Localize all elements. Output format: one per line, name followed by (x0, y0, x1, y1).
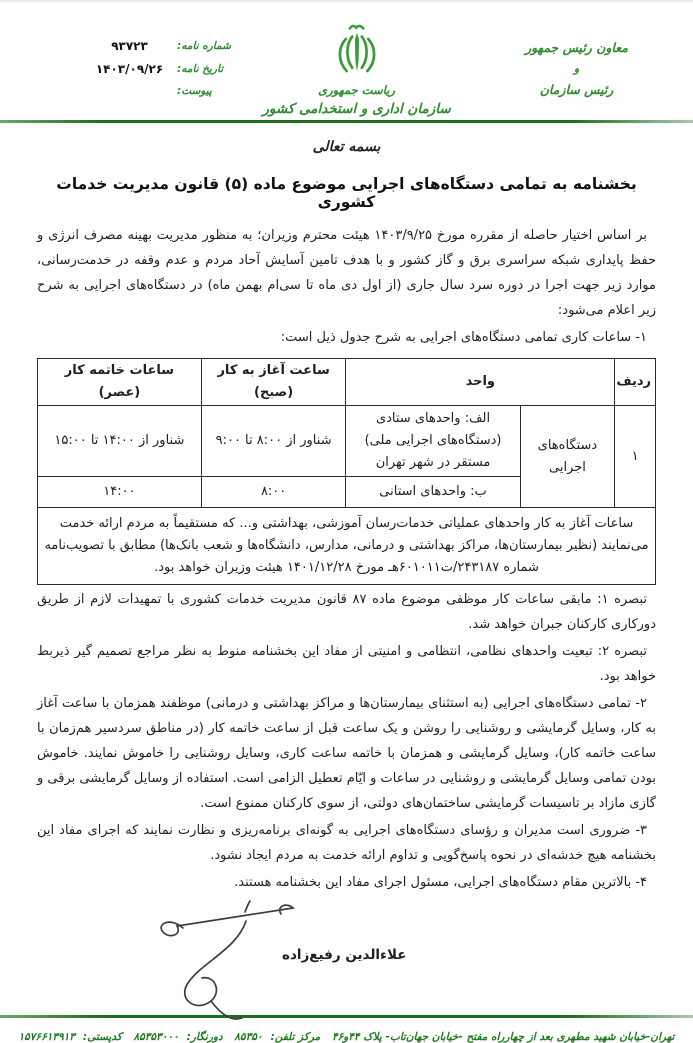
iran-emblem-icon (333, 22, 381, 80)
note-1: تبصره ۱: مابقی ساعات کار موظفی موضوع ماده ۸۷ قانون مدیریت خدمات کشوری با تمهیدات لازم از طریق دورکاری کارکنان جبران خواهد شد. (37, 592, 656, 632)
letterhead-center (239, 22, 474, 117)
letter-number-value: ۹۳۷۲۳ (111, 39, 148, 53)
page-footer (0, 1031, 693, 1043)
item-4: ۴- بالاترین مقام دستگاه‌های اجرایی، مسئول اجرای مفاد این بخشنامه هستند. (234, 875, 647, 890)
table-row (38, 406, 656, 477)
working-hours-table (37, 358, 656, 585)
org-presidency-label: ریاست جمهوری (318, 83, 395, 97)
col-header-end-time: ساعات خاتمه کار (عصر) (38, 359, 202, 406)
letterhead-titles (474, 22, 679, 114)
vp-title-line3: رئیس سازمان (539, 81, 614, 97)
table-header-row (38, 359, 656, 406)
table-note-row (38, 508, 656, 585)
footer-fax-value: ۸۵۳۵۳۰۰۰ (133, 1031, 179, 1043)
letter-number-label: شماره نامه: (177, 40, 231, 52)
signature-block (37, 899, 656, 1015)
end-cell: ۱۴:۰۰ (38, 477, 202, 508)
end-cell: شناور از ۱۴:۰۰ تا ۱۵:۰۰ (38, 406, 202, 477)
letter-number-row (24, 39, 239, 53)
letter-attachment-row (24, 85, 239, 97)
letter-date-row (24, 62, 239, 76)
start-cell: ۸:۰۰ (201, 477, 346, 508)
footer-postal-label: کدپستی: (82, 1031, 122, 1043)
org-name-label: سازمان اداری و استخدامی کشور (262, 101, 451, 117)
signer-name: علاءالدین رفیع‌زاده (282, 947, 407, 963)
letter-date-value: ۱۴۰۳/۰۹/۲۶ (95, 62, 164, 76)
row-number-cell: ۱ (615, 406, 656, 508)
group-cell: دستگاه‌های اجرایی (520, 406, 615, 508)
signature-scrawl (149, 899, 334, 1031)
unit-cell: الف: واحدهای ستادی (دستگاه‌های اجرایی ملی) مستقر در شهر تهران (346, 406, 520, 477)
footer-phone-label: مرکز تلفن: (270, 1031, 321, 1043)
page-title: بخشنامه به تمامی دستگاه‌های اجرایی موضوع ماده (۵) قانون مدیریت خدمات کشوری (56, 175, 637, 211)
footer-fax-label: دورنگار: (186, 1031, 223, 1043)
letter-attachment-label: پیوست: (177, 85, 212, 97)
table-note-cell: ساعات آغاز به کار واحدهای عملیاتی خدمات‌رسان آموزشی، بهداشتی و... که مستقیماً به مردم ارائه خدمت می‌نمایند (نظیر بیمارستان‌ها، مراکز بهداشتی و درمانی، مدارس، دانشگاه‌ها و شعب بانک‌ها) مطابق با تصویب‌نامه شماره ۲۴۳۱۸۷/ت۶۰۱۰۱۱هـ مورخ ۱۴۰۱/۱۲/۲۸ هیئت وزیران خواهد بود. (38, 508, 656, 585)
letterhead (0, 2, 693, 120)
header-divider (0, 120, 693, 123)
item-2: ۲- تمامی دستگاه‌های اجرایی (به استثنای بیمارستان‌ها و مراکز بهداشتی و درمانی) موظفند همزمان با ساعت آغاز به کار، وسایل گرمایشی و روشنایی را روشن و یک ساعت قبل از ساعت خاتمه کار (در مناطق سردسیر هم‌زمان با ساعت خاتمه کار)، وسایل گرمایشی و همزمان با خاتمه ساعت کاری، وسایل روشنایی را خاموش نمایند. خاموش بودن تمامی وسایل گرمایشی و روشنایی در ساعات و ایّام تعطیل الزامی است. استفاده از وسایل گرمایشی برقی و گازی مازاد بر تاسیسات گرمایشی ساختمان‌های دولتی، از سوی کارکنان ممنوع است. (37, 696, 656, 811)
col-header-row-number: ردیف (615, 359, 656, 406)
letter-date-label: تاریخ نامه: (177, 63, 224, 75)
vp-title-line1: معاون رئیس جمهور (525, 39, 628, 55)
besmele-calligraphy: بسمه تعالی (312, 139, 381, 155)
letter-meta (14, 22, 239, 114)
letter-body (0, 223, 693, 1015)
col-header-unit: واحد (346, 359, 615, 406)
item-3: ۳- ضروری است مدیران و رؤسای دستگاه‌های اجرایی به گونه‌ای برنامه‌ریزی و نظارت نمایند که اجرای مفاد این بخشنامه هیچ خدشه‌ای در نحوه پاسخ‌گویی و تداوم ارائه خدمت به مردم ایجاد نشود. (37, 823, 656, 863)
col-header-start-time: ساعت آغاز به کار (صبح) (201, 359, 346, 406)
footer-postal-value: ۱۵۷۶۶۱۳۹۱۳ (18, 1031, 75, 1043)
unit-cell: ب: واحدهای استانی (346, 477, 520, 508)
note-2: تبصره ۲: تبعیت واحدهای نظامی، انتظامی و امنیتی از مفاد این بخشنامه منوط به نظر مراجع تصمیم گیر ذیربط خواهد بود. (37, 644, 656, 684)
footer-divider (0, 1015, 693, 1018)
intro-paragraph: بر اساس اختیار حاصله از مقرره مورخ ۱۴۰۳/۹/۲۵ هیئت محترم وزیران؛ به منظور مدیریت بهینه مصرف انرژی و حفظ پایداری شبکه سراسری برق و گاز کشور و با هدف تامین آسایش آحاد مردم و عدم وقفه در خدمت‌رسانی، موارد زیر جهت اجرا در دوره سرد سال جاری (از اول دی ماه تا سی‌ام بهمن ماه) در دستگاه‌های اجرایی به شرح زیر اعلام می‌شود: (37, 228, 656, 318)
vp-title-line2: و (573, 61, 580, 75)
item-1: ۱- ساعات کاری تمامی دستگاه‌های اجرایی به شرح جدول ذیل است: (280, 330, 647, 345)
footer-address: تهران-خیابان شهید مطهری بعد از چهارراه مفتح -خیابان جهان‌تاب- پلاک ۴۴و۴۶ (331, 1031, 675, 1043)
start-cell: شناور از ۸:۰۰ تا ۹:۰۰ (201, 406, 346, 477)
footer-phone-value: ۸۵۳۵۰ (234, 1031, 263, 1043)
